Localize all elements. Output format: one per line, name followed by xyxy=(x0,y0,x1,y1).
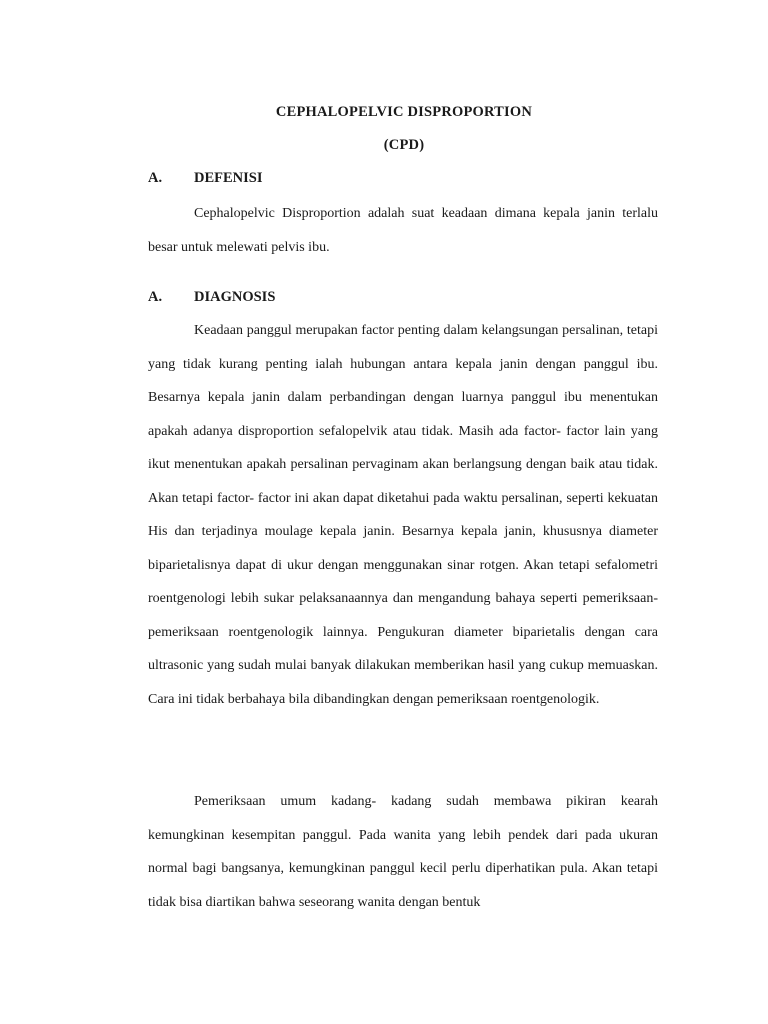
document-title: CEPHALOPELVIC DISPROPORTION xyxy=(275,104,533,120)
section-title: DEFENISI xyxy=(194,170,263,186)
paragraph-diagnosis-2: Pemeriksaan umum kadang- kadang sudah membawa pikiran kearah kemungkinan kesempitan panggul. Pada wanita yang lebih pendek dari pada ukuran normal bagi bangsanya, kemungkinan panggul kecil perlu diperhatikan pula. Akan tetapi tidak bisa diartikan bahwa seseorang wanita dengan bentuk xyxy=(148,794,658,910)
section-heading-defenisi xyxy=(148,170,263,187)
paragraph-defenisi: Cephalopelvic Disproportion adalah suat keadaan dimana kepala janin terlalu besar untuk melewati pelvis ibu. xyxy=(148,206,658,255)
section-number: A. xyxy=(148,289,163,305)
document-subtitle: (CPD) xyxy=(383,137,425,153)
paragraph-diagnosis-1: Keadaan panggul merupakan factor penting dalam kelangsungan persalinan, tetapi yang tidak kurang penting ialah hubungan antara kepala janin dengan panggul ibu. Besarnya kepala janin dalam perbandingan dengan luarnya panggul ibu menentukan apakah adanya disproportion sefalopelvik atau tidak. Masih ada factor- factor lain yang ikut menentukan apakah persalinan pervaginam akan berlangsung dengan baik atau tidak. Akan tetapi factor- factor ini akan dapat diketahui pada waktu persalinan, seperti kekuatan His dan terjadinya moulage kepala janin. Besarnya kepala janin, khususnya diameter biparietalisnya dapat di ukur dengan menggunakan sinar rotgen. Akan tetapi sefalometri roentgenologi lebih sukar pelaksanaannya dan mengandung bahaya seperti pemeriksaan-pemeriksaan roentgenologik lainnya. Pengukuran diameter biparietalis dengan cara ultrasonic yang sudah mulai banyak dilakukan memberikan hasil yang cukup memuaskan. Cara ini tidak berbahaya bila dibandingkan dengan pemeriksaan roentgenologik. xyxy=(148,323,658,707)
section-heading-diagnosis xyxy=(148,289,275,306)
section-number: A. xyxy=(148,170,163,186)
section-title: DIAGNOSIS xyxy=(194,289,276,305)
